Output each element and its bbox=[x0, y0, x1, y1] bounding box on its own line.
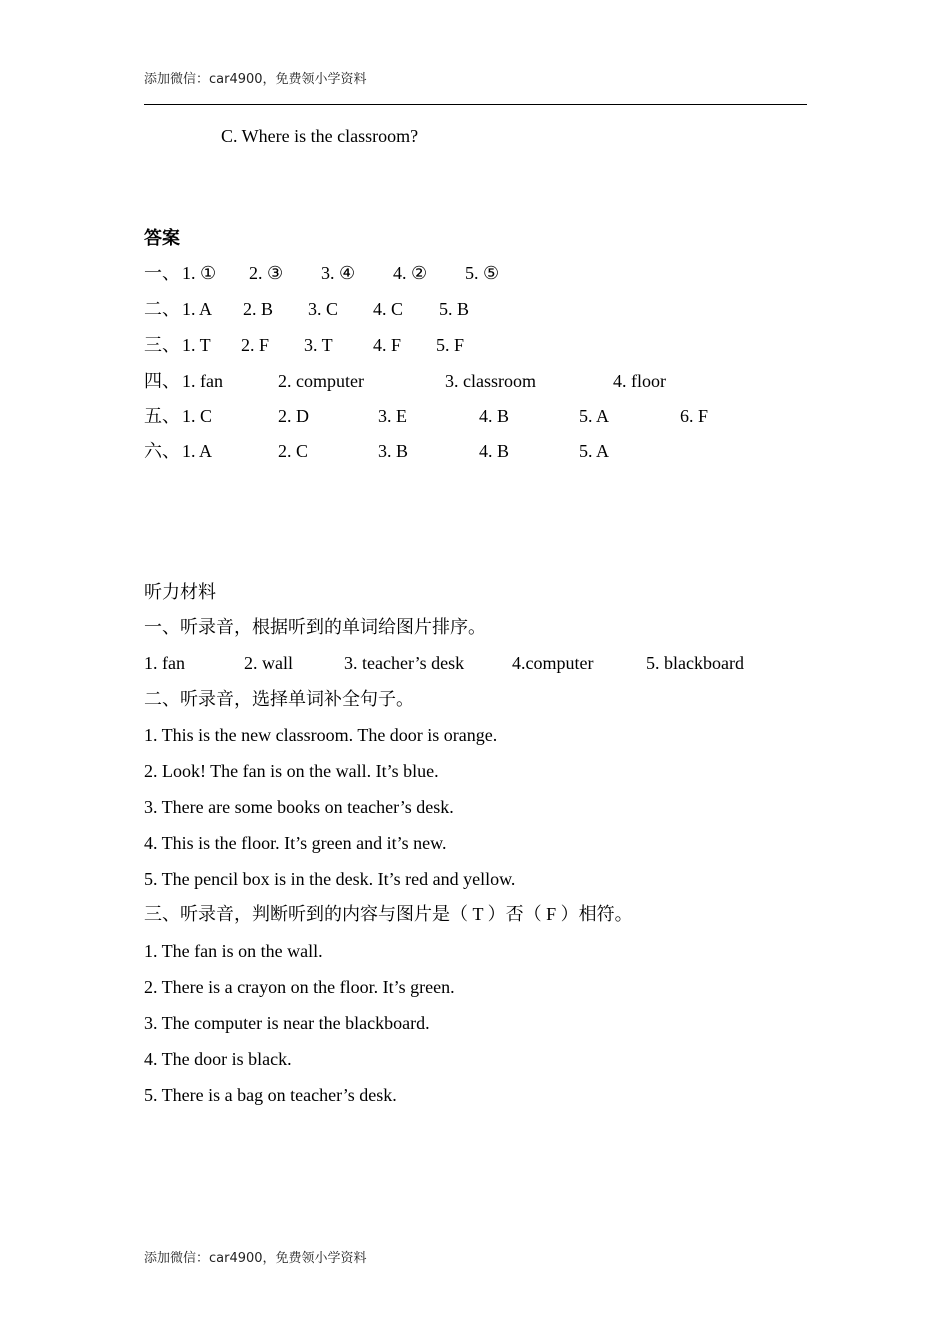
answer-row-prefix: 一、 bbox=[144, 263, 180, 283]
answer-item: 5. A bbox=[579, 406, 610, 426]
answer-item: 4. B bbox=[479, 406, 510, 426]
answer-item: 3. E bbox=[378, 406, 407, 426]
answer-item: 5. B bbox=[439, 299, 470, 319]
answer-item: 3. T bbox=[304, 335, 333, 355]
answer-item: 3. B bbox=[378, 441, 409, 461]
answer-row-prefix: 五、 bbox=[144, 406, 180, 426]
answer-item: 3. ④ bbox=[321, 263, 356, 283]
answer-item: 5. ⑤ bbox=[465, 263, 500, 283]
page-footer-text: 添加微信：car4900，免费领小学资料 bbox=[144, 1251, 367, 1266]
answer-item: 4. floor bbox=[613, 371, 666, 391]
answer-row-prefix: 二、 bbox=[144, 299, 180, 319]
page-header-text: 添加微信：car4900，免费领小学资料 bbox=[144, 72, 367, 87]
answer-item: 4. C bbox=[373, 299, 404, 319]
sentence-item: 5. The pencil box is in the desk. It’s red and yellow. bbox=[144, 869, 516, 889]
part2-instruction: 二、听录音，选择单词补全句子。 bbox=[144, 689, 414, 709]
sentence-item: 4. This is the floor. It’s green and it’s new. bbox=[144, 833, 447, 853]
answer-item: 2. B bbox=[243, 299, 274, 319]
answer-item: 4. ② bbox=[393, 263, 428, 283]
sentence-item: 2. There is a crayon on the floor. It’s green. bbox=[144, 977, 455, 997]
header-divider bbox=[144, 104, 807, 105]
answer-item: 2. C bbox=[278, 441, 309, 461]
answer-item: 5. F bbox=[436, 335, 465, 355]
answer-row-prefix: 四、 bbox=[144, 371, 180, 391]
listening-title: 听力材料 bbox=[144, 582, 216, 602]
word-item: 5. blackboard bbox=[646, 653, 744, 673]
word-item: 3. teacher’s desk bbox=[344, 653, 465, 673]
part3-instruction: 三、听录音，判断听到的内容与图片是（ T ）否（ F ）相符。 bbox=[144, 904, 633, 924]
answer-item: 1. fan bbox=[182, 371, 223, 391]
answer-item: 2. computer bbox=[278, 371, 364, 391]
answer-item: 1. A bbox=[182, 441, 213, 461]
sentence-item: 2. Look! The fan is on the wall. It’s blue. bbox=[144, 761, 439, 781]
answer-item: 2. F bbox=[241, 335, 270, 355]
sentence-item: 3. There are some books on teacher’s desk. bbox=[144, 797, 454, 817]
answer-row-prefix: 三、 bbox=[144, 335, 180, 355]
answer-item: 5. A bbox=[579, 441, 610, 461]
sentence-item: 1. The fan is on the wall. bbox=[144, 941, 323, 961]
answer-item: 4. B bbox=[479, 441, 510, 461]
sentence-item: 3. The computer is near the blackboard. bbox=[144, 1013, 430, 1033]
word-item: 4.computer bbox=[512, 653, 594, 673]
answer-item: 3. C bbox=[308, 299, 339, 319]
answer-item: 2. ③ bbox=[249, 263, 284, 283]
answer-row-prefix: 六、 bbox=[144, 441, 180, 461]
sentence-item: 4. The door is black. bbox=[144, 1049, 292, 1069]
part1-instruction: 一、听录音，根据听到的单词给图片排序。 bbox=[144, 617, 486, 637]
sentence-item: 5. There is a bag on teacher’s desk. bbox=[144, 1085, 397, 1105]
answer-item: 1. T bbox=[182, 335, 211, 355]
answer-item: 3. classroom bbox=[445, 371, 536, 391]
option-c-text: C. Where is the classroom? bbox=[221, 126, 419, 146]
answer-item: 4. F bbox=[373, 335, 402, 355]
answer-item: 6. F bbox=[680, 406, 709, 426]
answer-item: 1. A bbox=[182, 299, 213, 319]
answer-item: 1. ① bbox=[182, 263, 217, 283]
sentence-item: 1. This is the new classroom. The door is orange. bbox=[144, 725, 498, 745]
word-item: 1. fan bbox=[144, 653, 185, 673]
answer-item: 1. C bbox=[182, 406, 213, 426]
answer-item: 2. D bbox=[278, 406, 309, 426]
answers-title: 答案 bbox=[144, 228, 180, 248]
word-item: 2. wall bbox=[244, 653, 293, 673]
